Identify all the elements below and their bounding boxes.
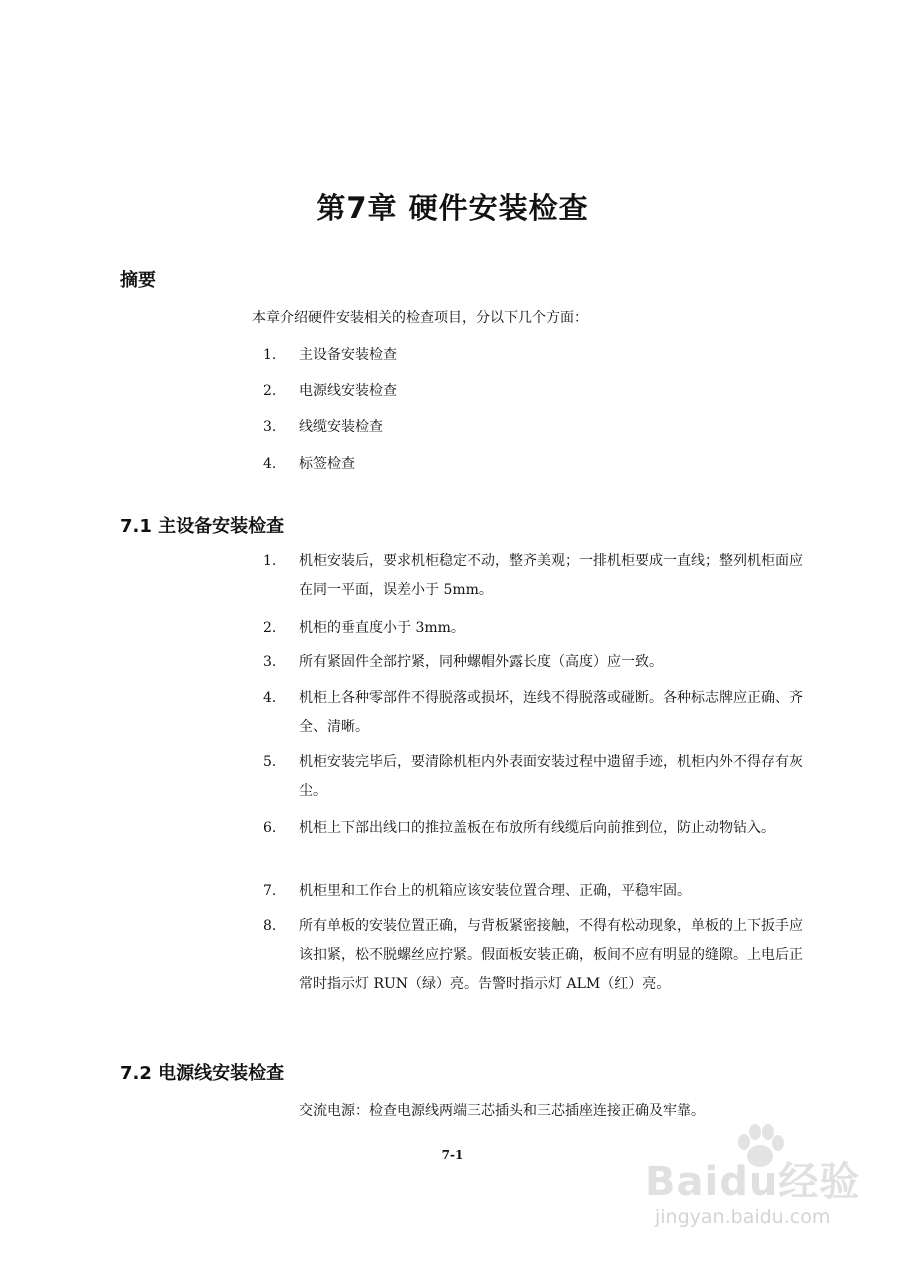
section-7-1-heading: 7.1 主设备安装检查 [120,516,285,537]
list-item: 1. 机柜安装后，要求机柜稳定不动，整齐美观；一排机柜要成一直线；整列机柜面应在同一平面，误差小于 5mm。 [263,553,803,598]
page-number: 7-1 [441,1148,464,1162]
list-item: 5. 机柜安装完毕后，要清除机柜内外表面安装过程中遗留手迹，机柜内外不得存有灰尘。 [263,754,803,799]
list-item: 8. 所有单板的安装位置正确，与背板紧密接触，不得有松动现象，单板的上下扳手应该扣紧，松不脱螺丝应拧紧。假面板安装正确，板间不应有明显的缝隙。上电后正常时指示灯 RUN（绿）亮。告警时指示灯 ALM（红）亮。 [263,918,803,992]
toc-item: 2. 电源线安装检查 [263,383,397,399]
list-item: 6. 机柜上下部出线口的推拉盖板在布放所有线缆后向前推到位，防止动物钻入。 [263,820,775,836]
chapter-title: 第7章 硬件安装检查 [316,191,589,225]
list-item: 4. 机柜上各种零部件不得脱落或损坏，连线不得脱落或碰断。各种标志牌应正确、齐全、清晰。 [263,690,803,735]
section-7-2-text: 交流电源：检查电源线两端三芯插头和三芯插座连接正确及牢靠。 [299,1103,705,1119]
toc-item: 1. 主设备安装检查 [263,347,397,363]
list-item: 2. 机柜的垂直度小于 3mm。 [263,620,465,636]
list-item: 7. 机柜里和工作台上的机箱应该安装位置合理、正确，平稳牢固。 [263,883,691,899]
toc-item: 4. 标签检查 [263,456,355,472]
watermark-brand: Baidu经验 [645,1159,861,1205]
summary-intro: 本章介绍硬件安装相关的检查项目，分以下几个方面： [252,310,588,326]
section-7-2-heading: 7.2 电源线安装检查 [120,1063,285,1084]
watermark-url: jingyan.baidu.com [655,1206,831,1228]
summary-heading: 摘要 [120,270,156,291]
toc-item: 3. 线缆安装检查 [263,419,383,435]
watermark [635,1140,865,1240]
list-item: 3. 所有紧固件全部拧紧，同种螺帽外露长度（高度）应一致。 [263,654,663,670]
